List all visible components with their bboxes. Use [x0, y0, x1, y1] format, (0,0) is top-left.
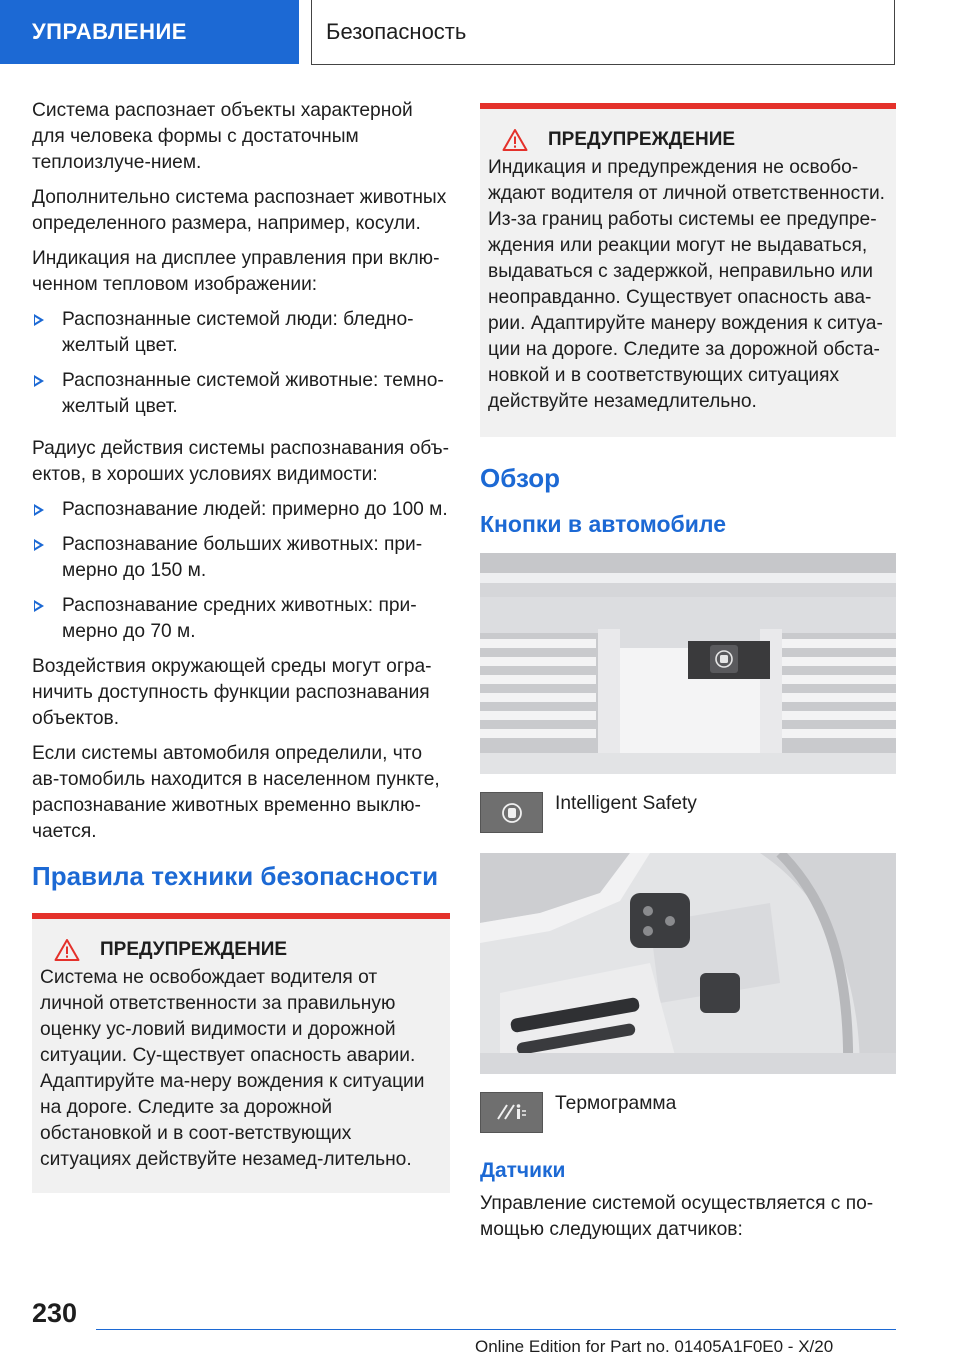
- section-tab: УПРАВЛЕНИЕ: [0, 0, 299, 64]
- paragraph: Дополнительно система распознает животных определенного размера, например, косули.: [32, 187, 447, 234]
- header-divider: [894, 0, 895, 64]
- dashboard-button-photo: [480, 553, 896, 774]
- paragraph: Радиус действия системы распознавания объ-ектов, в хороших условиях видимости:: [32, 438, 450, 485]
- button-label: Термограмма: [555, 1093, 677, 1114]
- chapter-title: Безопасность: [326, 19, 467, 44]
- warning-header: [488, 127, 888, 153]
- header-divider: [311, 0, 312, 64]
- list-item: [32, 497, 450, 523]
- paragraph: Система распознает объекты характерной для человека формы с достаточным теплоизлуче-нием.: [32, 100, 413, 173]
- list-item-text: Распознанные системой люди: бледно-желтый цвет.: [62, 309, 414, 356]
- list-item: [32, 307, 450, 359]
- header-underline: [311, 64, 895, 65]
- buttons-heading: Кнопки в автомобиле: [480, 511, 726, 537]
- bullet-triangle-icon: [34, 314, 44, 326]
- list-item-text: Распознавание средних животных: при-мерно до 70 м.: [62, 595, 417, 642]
- list-item: [32, 368, 450, 420]
- warning-title: ПРЕДУПРЕЖДЕНИЕ: [100, 939, 288, 960]
- warning-box: [32, 913, 450, 1193]
- bullet-triangle-icon: [34, 375, 44, 387]
- paragraph: Если системы автомобиля определили, что ав-томобиль находится в населенном пункте, распознавание животных временно выклю-чается.: [32, 743, 440, 842]
- steering-switch-photo: [480, 853, 896, 1074]
- bullet-triangle-icon: [34, 504, 44, 516]
- bullet-triangle-icon: [34, 539, 44, 551]
- button-legend-row: [480, 792, 896, 833]
- footer-rule: [96, 1329, 896, 1330]
- paragraph: Воздействия окружающей среды могут огра-ничить доступность функции распознавания объектов.: [32, 656, 432, 729]
- warning-triangle-icon: [54, 938, 80, 962]
- bullet-triangle-icon: [34, 600, 44, 612]
- warning-text: Система не освобождает водителя от личной ответственности за правильную оценку ус-ловий видимости и дорожной ситуации. Су-ществует опасность аварии. Адаптируйте ма-неру вождения к ситуации на дороге. Следите за дорожной обстановкой и в соот-ветствующих ситуациях действуйте незамед-лительно.: [40, 967, 425, 1170]
- night-vision-icon: [480, 1092, 543, 1133]
- paragraph: Управление системой осуществляется с по-мощью следующих датчиков:: [480, 1193, 874, 1240]
- intelligent-safety-icon: [480, 792, 543, 833]
- right-column: [480, 103, 896, 1252]
- sensors-heading: Датчики: [480, 1159, 566, 1182]
- warning-text: Индикация и предупреждения не освобо-ждают водителя от личной ответственности. Из-за границ работы системы ее предупре-ждения или реакции могут не выдаваться, выдаваться с задержкой, неправильно или неоправданно. Существует опасность ава-рии. Адаптируйте манеру вождения к ситуа-ции на дороге. Следите за дорожной обста-новкой и в соответствующих ситуациях действуйте незамедлительно.: [488, 157, 885, 412]
- left-column: [32, 98, 450, 1193]
- warning-header: [40, 937, 442, 963]
- button-label: Intelligent Safety: [555, 793, 697, 814]
- button-legend-row: [480, 1092, 896, 1133]
- page-number: 230: [32, 1298, 78, 1328]
- warning-box: [480, 103, 896, 437]
- section-heading: Правила техники безопасности: [32, 861, 439, 891]
- list-item-text: Распознанные системой животные: темно-желтый цвет.: [62, 370, 444, 417]
- list-item-text: Распознавание больших животных: при-мерно до 150 м.: [62, 534, 423, 581]
- list-item: [32, 532, 450, 584]
- footer-edition: Online Edition for Part no. 01405A1F0E0 - X/20: [475, 1337, 834, 1356]
- warning-triangle-icon: [502, 128, 528, 152]
- list-item-text: Распознавание людей: примерно до 100 м.: [62, 499, 448, 520]
- warning-title: ПРЕДУПРЕЖДЕНИЕ: [548, 129, 736, 150]
- list-item: [32, 593, 450, 645]
- paragraph: Индикация на дисплее управления при вклю-ченном тепловом изображении:: [32, 248, 440, 295]
- overview-heading: Обзор: [480, 463, 560, 493]
